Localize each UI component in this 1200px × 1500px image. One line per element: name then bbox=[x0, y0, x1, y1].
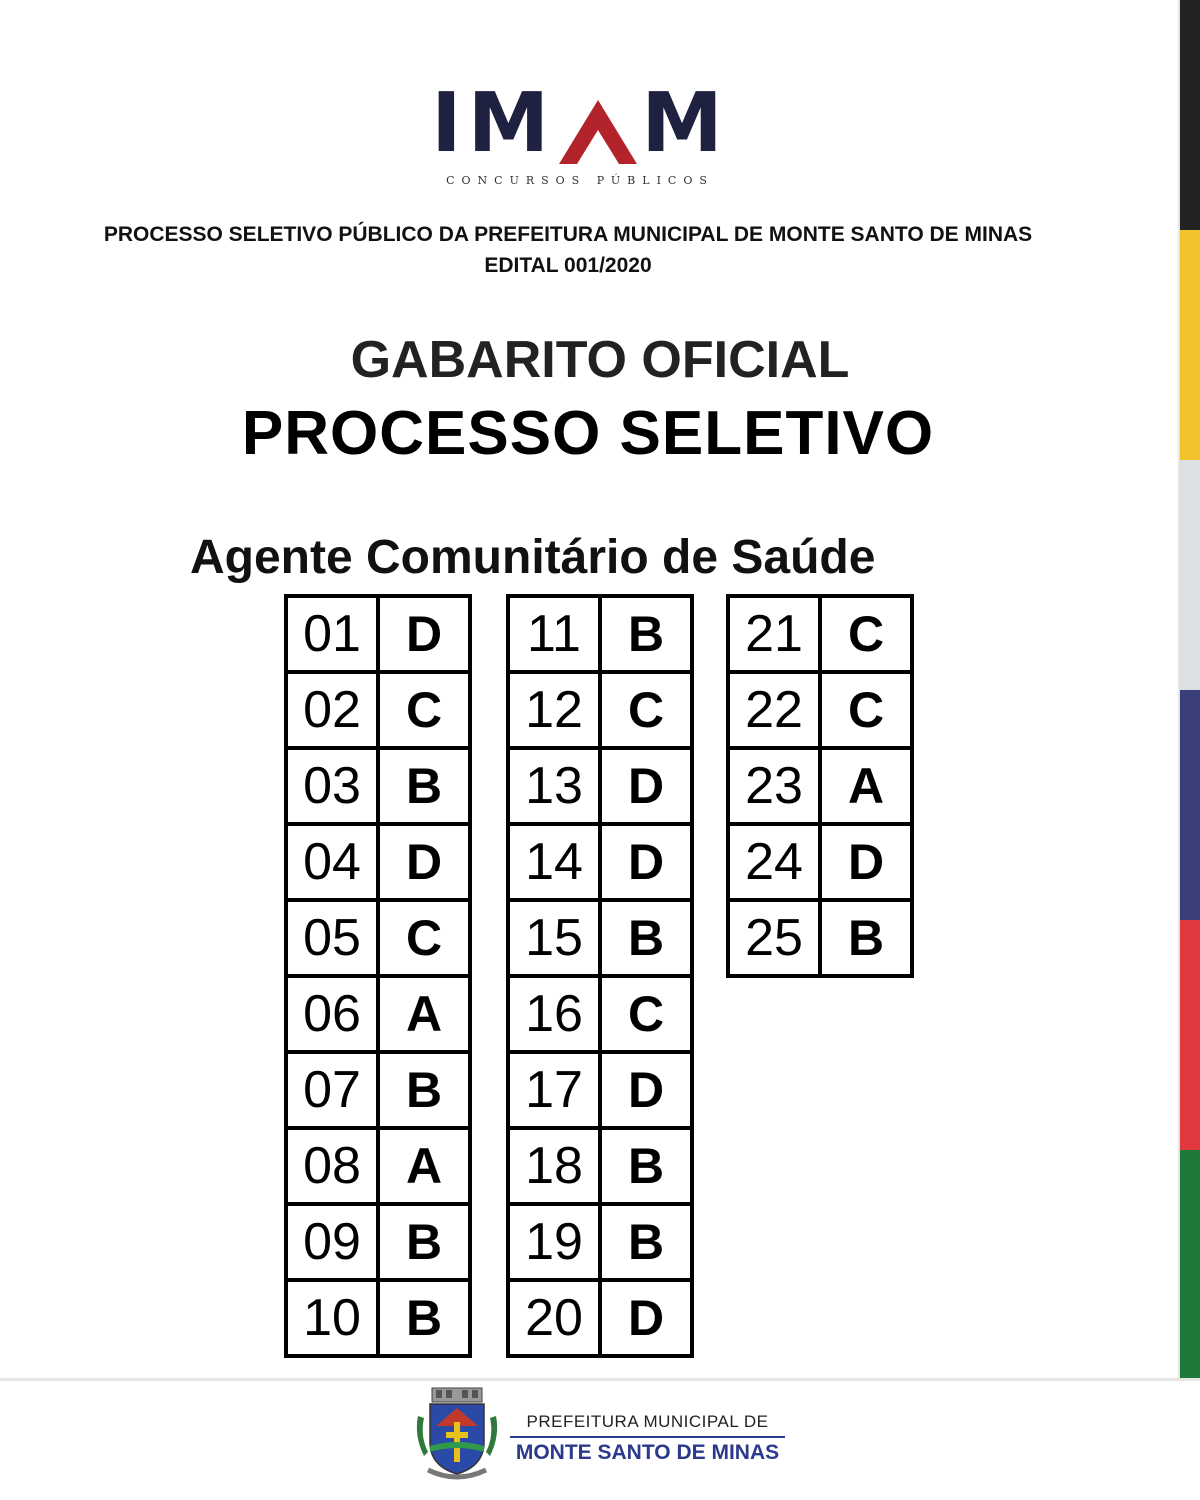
answer-letter: C bbox=[847, 682, 885, 738]
answer-letter: D bbox=[405, 834, 443, 890]
answer-row bbox=[288, 670, 468, 746]
question-number: 12 bbox=[510, 674, 602, 746]
question-number: 15 bbox=[510, 902, 602, 974]
question-number: 19 bbox=[510, 1206, 602, 1278]
question-number: 21 bbox=[730, 598, 822, 670]
question-number: 07 bbox=[288, 1054, 380, 1126]
question-number: 06 bbox=[288, 978, 380, 1050]
answer-letter: C bbox=[405, 910, 443, 966]
answer-letter: D bbox=[627, 834, 665, 890]
footer-line-1: PREFEITURA MUNICIPAL DE bbox=[526, 1412, 769, 1431]
answer-letter: B bbox=[627, 1138, 665, 1194]
answer-row bbox=[510, 822, 690, 898]
answer-row bbox=[730, 822, 910, 898]
header-line-2: EDITAL 001/2020 bbox=[484, 254, 652, 277]
logo-letters-right: M bbox=[641, 76, 729, 171]
answer-row bbox=[288, 898, 468, 974]
answer-row bbox=[288, 746, 468, 822]
answer-row bbox=[288, 598, 468, 670]
answer-letter: B bbox=[405, 1062, 443, 1118]
question-number: 10 bbox=[288, 1282, 380, 1354]
title-processo: PROCESSO SELETIVO bbox=[241, 399, 935, 468]
answer-row bbox=[510, 1126, 690, 1202]
answer-row bbox=[510, 670, 690, 746]
answer-letter: C bbox=[405, 682, 443, 738]
question-number: 04 bbox=[288, 826, 380, 898]
logo-wordmark bbox=[431, 76, 729, 171]
answer-letter: D bbox=[847, 834, 885, 890]
answer-row bbox=[730, 598, 910, 670]
answer-letter: D bbox=[627, 1062, 665, 1118]
question-number: 08 bbox=[288, 1130, 380, 1202]
answer-row bbox=[510, 746, 690, 822]
answer-letter: C bbox=[627, 986, 665, 1042]
answer-grid-3 bbox=[726, 594, 914, 978]
answer-letter: B bbox=[627, 910, 665, 966]
answer-letter: C bbox=[847, 606, 885, 662]
answer-letter: B bbox=[627, 1214, 665, 1270]
footer-rule bbox=[510, 1436, 785, 1438]
answer-letter: A bbox=[405, 986, 443, 1042]
answer-row bbox=[288, 822, 468, 898]
question-number: 23 bbox=[730, 750, 822, 822]
answer-row bbox=[288, 1202, 468, 1278]
question-number: 24 bbox=[730, 826, 822, 898]
answer-letter: C bbox=[627, 682, 665, 738]
answer-row bbox=[510, 1278, 690, 1354]
answer-row bbox=[288, 1126, 468, 1202]
answer-letter: B bbox=[847, 910, 885, 966]
question-number: 25 bbox=[730, 902, 822, 974]
question-number: 16 bbox=[510, 978, 602, 1050]
question-number: 20 bbox=[510, 1282, 602, 1354]
answer-row bbox=[288, 1278, 468, 1354]
logo-letters-left: IM bbox=[431, 76, 556, 171]
question-number: 17 bbox=[510, 1054, 602, 1126]
footer-line-2: MONTE SANTO DE MINAS bbox=[515, 1441, 780, 1464]
answer-row bbox=[510, 1202, 690, 1278]
question-number: 03 bbox=[288, 750, 380, 822]
question-number: 11 bbox=[510, 598, 602, 670]
question-number: 14 bbox=[510, 826, 602, 898]
answer-letter: B bbox=[405, 1214, 443, 1270]
answer-row bbox=[288, 974, 468, 1050]
question-number: 22 bbox=[730, 674, 822, 746]
answer-row bbox=[730, 670, 910, 746]
answer-row bbox=[730, 746, 910, 822]
question-number: 18 bbox=[510, 1130, 602, 1202]
answer-row bbox=[730, 898, 910, 974]
question-number: 13 bbox=[510, 750, 602, 822]
answer-letter: A bbox=[847, 758, 885, 814]
answer-letter: D bbox=[627, 758, 665, 814]
answer-letter: B bbox=[405, 758, 443, 814]
question-number: 05 bbox=[288, 902, 380, 974]
logo-red-caret-icon bbox=[559, 100, 637, 164]
answer-row bbox=[510, 598, 690, 670]
question-number: 09 bbox=[288, 1206, 380, 1278]
answer-grid-2 bbox=[506, 594, 694, 1358]
header-line-1: PROCESSO SELETIVO PÚBLICO DA PREFEITURA MUNICIPAL DE MONTE SANTO DE MINAS bbox=[103, 223, 1033, 246]
imam-logo bbox=[0, 76, 1160, 187]
answer-letter: D bbox=[405, 606, 443, 662]
question-number: 01 bbox=[288, 598, 380, 670]
answer-letter: B bbox=[627, 606, 665, 662]
answer-letter: B bbox=[405, 1290, 443, 1346]
municipal-crest-icon bbox=[414, 1386, 500, 1482]
answer-grid-1 bbox=[284, 594, 472, 1358]
answer-row bbox=[510, 898, 690, 974]
question-number: 02 bbox=[288, 674, 380, 746]
answer-letter: A bbox=[405, 1138, 443, 1194]
answer-row bbox=[288, 1050, 468, 1126]
answer-letter: D bbox=[627, 1290, 665, 1346]
subject-title: Agente Comunitário de Saúde bbox=[190, 531, 876, 584]
title-gabarito: GABARITO OFICIAL bbox=[350, 331, 850, 389]
answer-row bbox=[510, 974, 690, 1050]
side-color-strip bbox=[1180, 0, 1200, 1380]
answer-row bbox=[510, 1050, 690, 1126]
logo-tagline: CONCURSOS PÚBLICOS bbox=[446, 174, 714, 187]
